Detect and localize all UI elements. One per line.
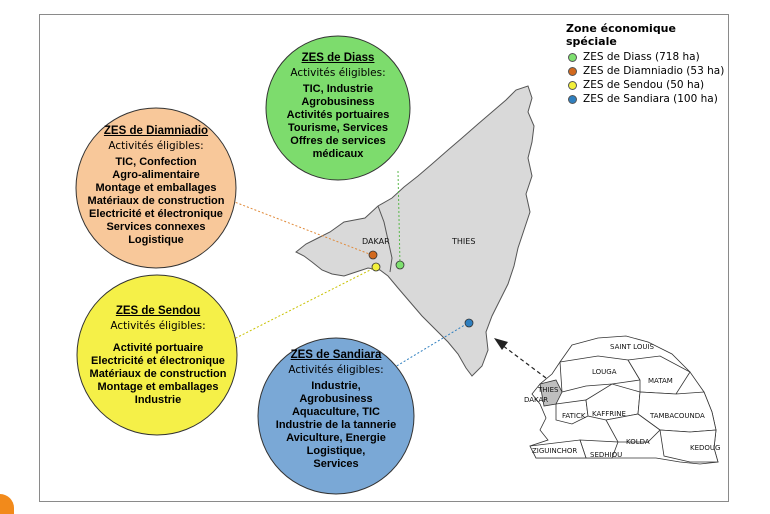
sandiara-marker xyxy=(465,319,473,327)
inset-label-louga: LOUGA xyxy=(592,368,617,376)
diamniadio-activity: TIC, Confection xyxy=(115,156,197,168)
sendou-activity: Activité portuaire xyxy=(112,342,204,354)
inset-label-ziguinchor: ZIGUINCHOR xyxy=(532,447,578,455)
diass-activity: TIC, Industrie xyxy=(302,83,374,95)
sandiara-subtitle: Activités éligibles: xyxy=(288,364,384,376)
sandiara-activity: Logistique, xyxy=(306,445,366,457)
diamniadio-marker xyxy=(369,251,377,259)
sendou-activity: Montage et emballages xyxy=(97,381,219,393)
diass-activity: Agrobusiness xyxy=(301,96,375,108)
diamniadio-activity: Matériaux de construction xyxy=(87,195,225,207)
diamniadio-title: ZES de Diamniadio xyxy=(103,125,209,137)
sandiara-title: ZES de Sandiara xyxy=(290,349,382,361)
diamniadio-activity: Services connexes xyxy=(106,221,206,233)
diass-title: ZES de Diass xyxy=(301,52,375,64)
legend-dot-icon xyxy=(568,53,577,62)
sandiara-activity: Aquaculture, TIC xyxy=(291,406,380,418)
diass-text xyxy=(276,52,400,161)
sandiara-activity: Industrie, xyxy=(311,380,361,392)
sandiara-activity: Agrobusiness xyxy=(299,393,373,405)
inset-label-saint-louis: SAINT LOUIS xyxy=(610,343,654,351)
sendou-marker xyxy=(372,263,380,271)
inset-label-kaffrine: KAFFRINE xyxy=(592,410,626,418)
sandiara-activity: Industrie de la tannerie xyxy=(275,419,397,431)
legend-dot-icon xyxy=(568,95,577,104)
inset-label-dakar: DAKAR xyxy=(524,396,549,404)
legend-label: ZES de Sendou (50 ha) xyxy=(583,79,705,91)
dakar-label: DAKAR xyxy=(362,237,390,246)
legend-title: Zone économique spéciale xyxy=(566,22,676,48)
inset-arrow-line xyxy=(502,345,546,378)
diamniadio-activity: Agro-alimentaire xyxy=(112,169,200,181)
sendou-text xyxy=(80,305,236,407)
diass-activity: Activités portuaires xyxy=(286,109,390,121)
diamniadio-activity: Montage et emballages xyxy=(95,182,217,194)
diass-marker xyxy=(396,261,404,269)
sendou-connector xyxy=(232,267,376,340)
legend-item-sandiara xyxy=(566,92,726,106)
diamniadio-activity: Electricité et électronique xyxy=(89,208,223,220)
sandiara-activity: Services xyxy=(313,458,359,470)
diass-activity: Tourisme, Services xyxy=(287,122,389,134)
sandiara-text xyxy=(262,349,410,471)
legend-dot-icon xyxy=(568,81,577,90)
sendou-subtitle: Activités éligibles: xyxy=(110,320,206,332)
inset-label-kedougou: KEDOUG xyxy=(690,444,721,452)
legend-item-diass xyxy=(566,50,726,64)
inset-label-sedhiou: SEDHIOU xyxy=(590,451,623,459)
inset-label-thies: THIES xyxy=(538,386,559,394)
sendou-activity: Industrie xyxy=(134,394,182,406)
sendou-activity: Electricité et électronique xyxy=(91,355,225,367)
diamniadio-activity: Logistique xyxy=(128,234,184,246)
inset-label-tambacounda: TAMBACOUNDA xyxy=(650,412,705,420)
legend-label: ZES de Sandiara (100 ha) xyxy=(583,93,718,105)
sandiara-activity: Aviculture, Energie xyxy=(286,432,386,444)
diass-activity: Offres de services xyxy=(290,135,386,147)
sendou-title: ZES de Sendou xyxy=(115,305,201,317)
inset-label-kolda: KOLDA xyxy=(626,438,650,446)
legend-label: ZES de Diamniadio (53 ha) xyxy=(583,65,725,77)
diass-subtitle: Activités éligibles: xyxy=(290,67,386,79)
legend-item-sendou xyxy=(566,78,726,92)
diass-activity: médicaux xyxy=(312,148,364,160)
legend-item-diamniadio xyxy=(566,64,726,78)
legend xyxy=(566,22,726,106)
thies-label: THIES xyxy=(452,237,476,246)
diamniadio-subtitle: Activités éligibles: xyxy=(108,140,204,152)
inset-label-matam: MATAM xyxy=(648,377,673,385)
diamniadio-text xyxy=(80,125,232,247)
inset-label-fatick: FATICK xyxy=(562,412,586,420)
legend-dot-icon xyxy=(568,67,577,76)
legend-label: ZES de Diass (718 ha) xyxy=(583,51,700,63)
sendou-activity: Matériaux de construction xyxy=(89,368,227,380)
